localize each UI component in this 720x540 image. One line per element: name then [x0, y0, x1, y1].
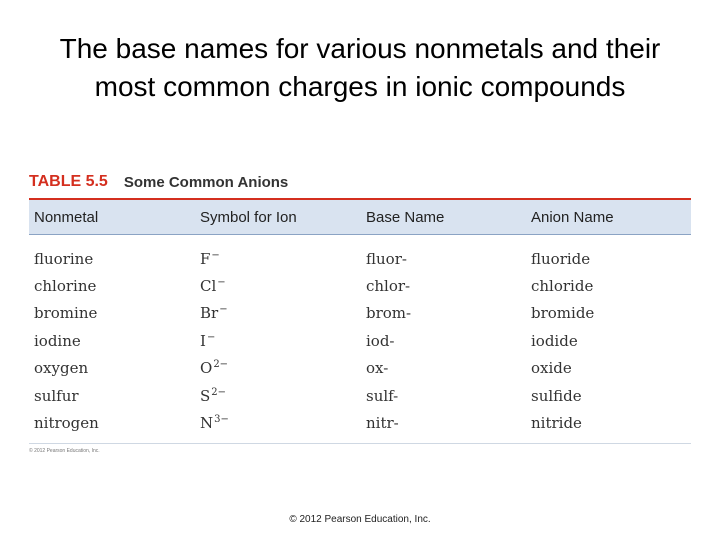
anions-table	[29, 168, 691, 454]
table-row	[29, 355, 691, 382]
ion-charge: 3−	[214, 414, 229, 426]
ion-charge: −	[211, 249, 220, 261]
column-header-anion-name: Anion Name	[531, 208, 614, 226]
cell-base-name: brom-	[366, 304, 412, 323]
table-row	[29, 245, 691, 272]
slide-title-line-1: The base names for various nonmetals and their	[59, 33, 661, 64]
table-caption	[29, 168, 691, 196]
ion-charge: 2−	[211, 386, 227, 398]
footer-credit: © 2012 Pearson Education, Inc.	[289, 514, 431, 525]
table-header-row	[29, 200, 691, 235]
ion-charge: −	[219, 304, 228, 316]
cell-nonmetal: sulfur	[34, 386, 79, 405]
cell-nonmetal: chlorine	[34, 277, 97, 296]
table-row	[29, 300, 691, 327]
cell-anion-name: oxide	[531, 359, 572, 378]
cell-symbol	[195, 277, 361, 295]
table-number: TABLE 5.5	[29, 173, 108, 190]
ion-symbol: S	[200, 386, 211, 405]
cell-anion-name: fluoride	[531, 249, 591, 268]
cell-anion-name: nitride	[531, 414, 582, 433]
cell-symbol	[195, 359, 361, 377]
cell-symbol	[195, 332, 361, 350]
table-row	[29, 382, 691, 409]
cell-symbol	[195, 250, 361, 268]
ion-charge: −	[217, 277, 226, 289]
cell-symbol	[195, 414, 361, 432]
ion-symbol: Br	[200, 304, 219, 323]
cell-base-name: chlor-	[366, 277, 411, 296]
cell-base-name: iod-	[366, 331, 395, 350]
cell-nonmetal: nitrogen	[34, 414, 99, 433]
cell-base-name: ox-	[366, 359, 389, 378]
table-heading: Some Common Anions	[123, 173, 289, 191]
cell-nonmetal: iodine	[34, 331, 81, 350]
column-header-nonmetal: Nonmetal	[34, 208, 99, 226]
column-header-symbol: Symbol for Ion	[200, 208, 297, 226]
ion-symbol: N	[200, 414, 214, 433]
table-row	[29, 327, 691, 354]
cell-base-name: fluor-	[366, 249, 407, 268]
table-row	[29, 409, 691, 436]
cell-base-name: nitr-	[366, 414, 399, 433]
cell-symbol	[195, 304, 361, 322]
ion-charge: −	[206, 331, 216, 343]
cell-symbol	[195, 387, 361, 405]
cell-nonmetal: fluorine	[34, 249, 94, 268]
slide-title-line-2: most common charges in ionic compounds	[94, 71, 626, 102]
ion-charge: 2−	[213, 359, 229, 371]
cell-base-name: sulf-	[366, 386, 399, 405]
cell-anion-name: chloride	[531, 277, 594, 296]
slide-title	[0, 30, 720, 106]
ion-symbol: F	[200, 249, 211, 268]
cell-anion-name: sulfide	[531, 386, 582, 405]
table-body	[29, 235, 691, 444]
cell-anion-name: bromide	[531, 304, 595, 323]
ion-symbol: O	[200, 359, 213, 378]
cell-anion-name: iodide	[531, 331, 578, 350]
column-header-base-name: Base Name	[366, 208, 445, 226]
ion-symbol: Cl	[200, 277, 217, 296]
cell-nonmetal: bromine	[34, 304, 98, 323]
table-credit: © 2012 Pearson Education, Inc.	[29, 447, 100, 454]
ion-symbol: I	[200, 331, 206, 350]
table-row	[29, 272, 691, 299]
cell-nonmetal: oxygen	[34, 359, 89, 378]
